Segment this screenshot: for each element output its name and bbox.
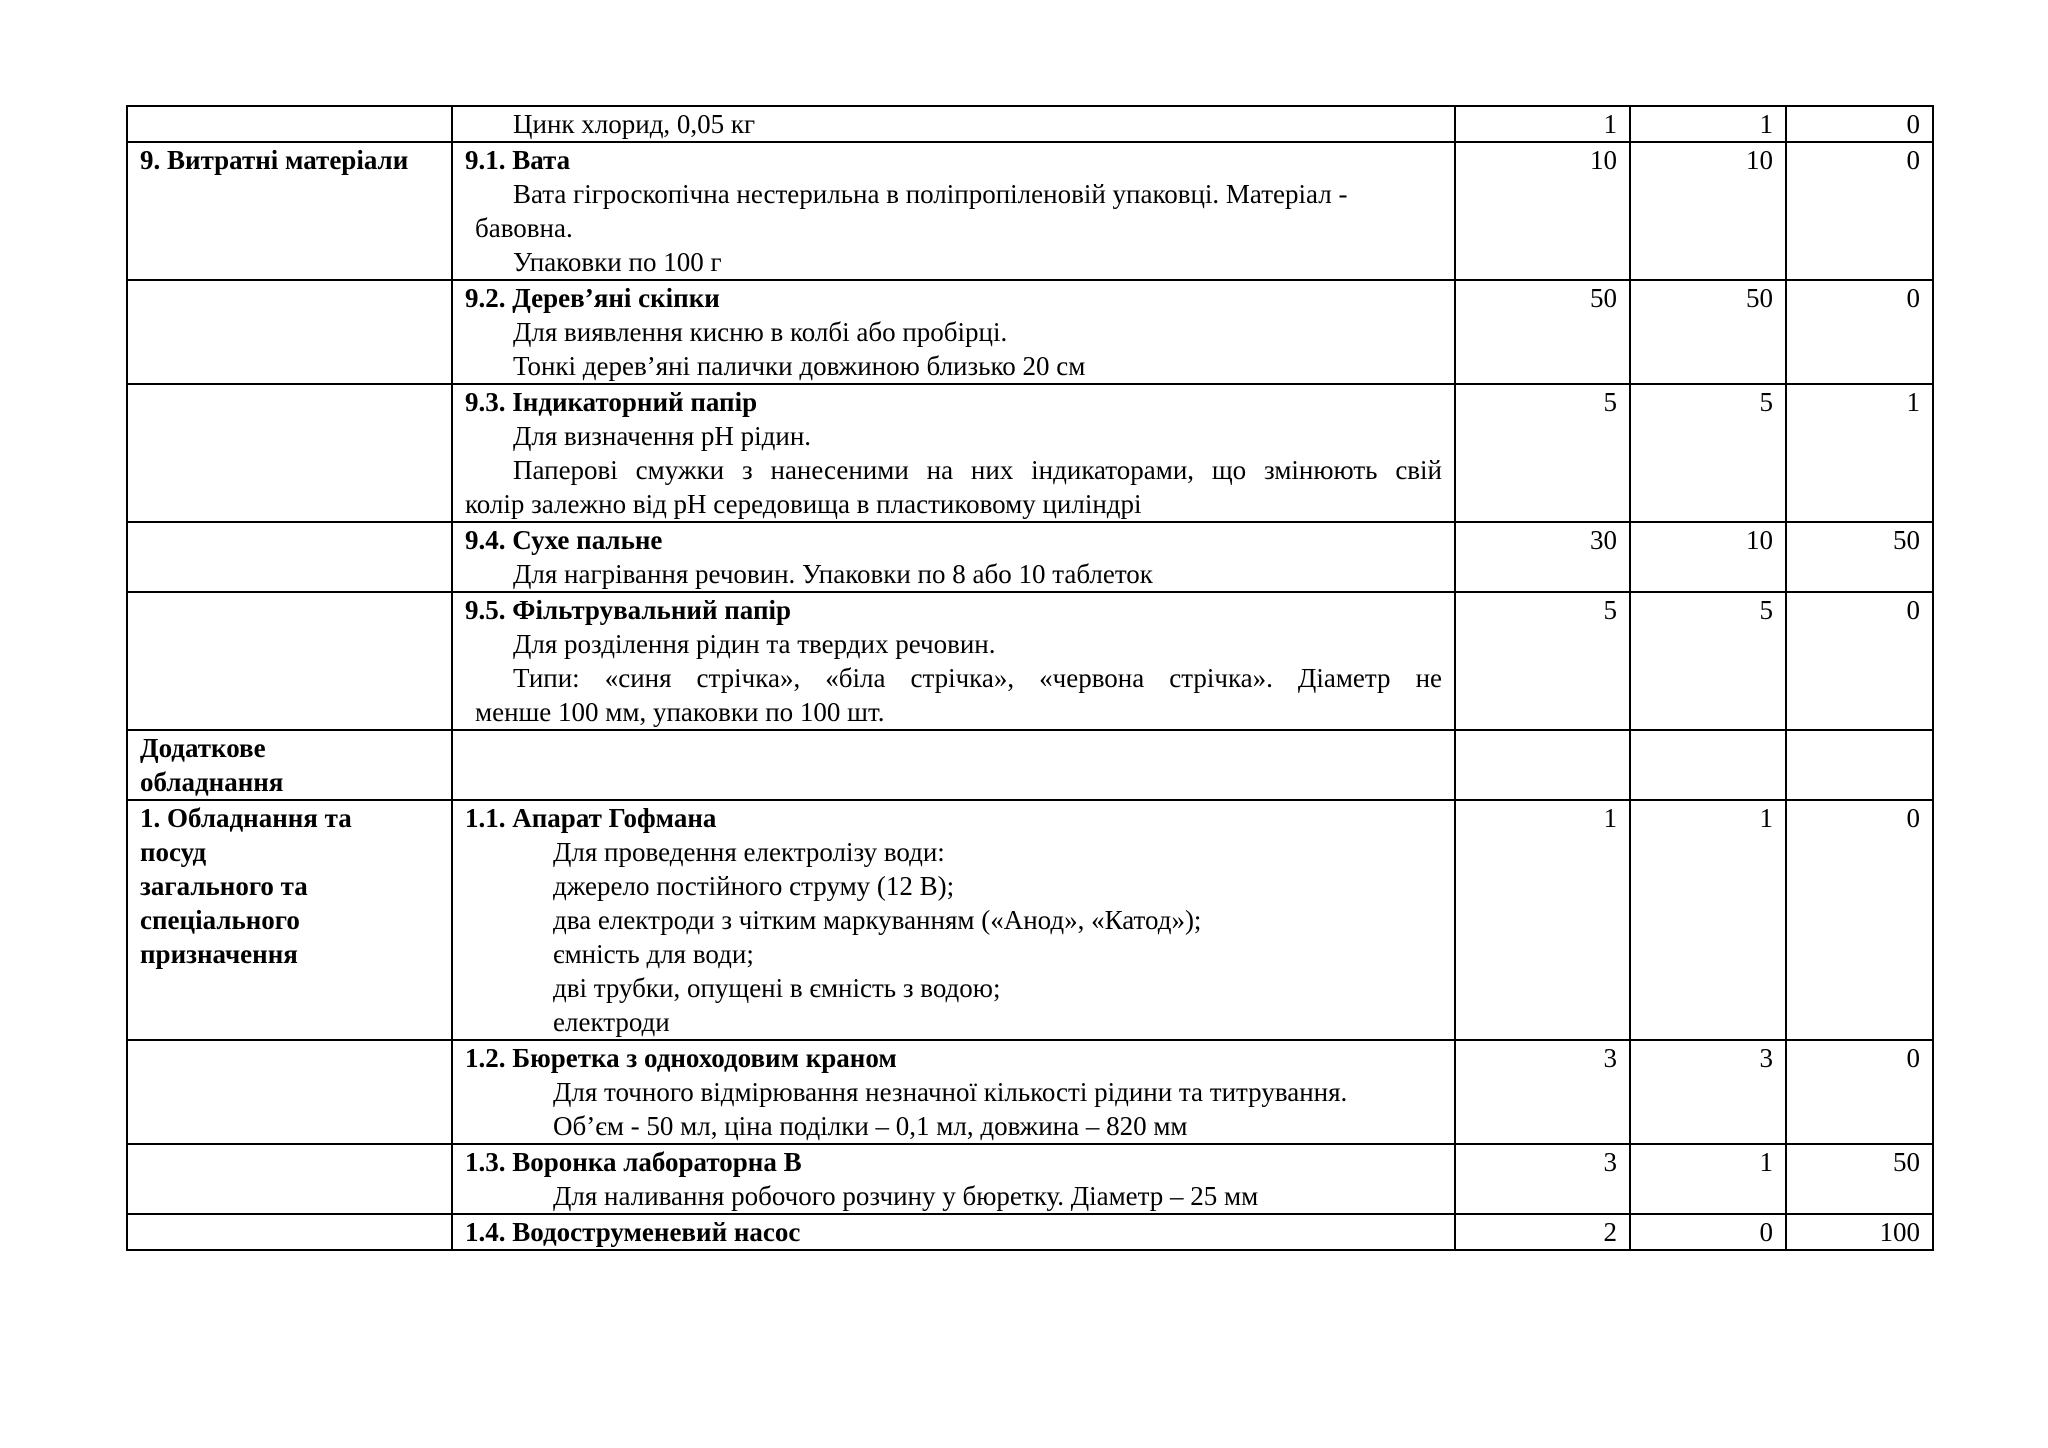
- category-line: обладнання: [140, 767, 284, 797]
- table-row: [127, 1214, 1933, 1250]
- quantity-cell: 0: [1786, 142, 1933, 280]
- description-cell: [452, 522, 1455, 592]
- quantity-cell: 100: [1786, 1214, 1933, 1250]
- description-cell: [452, 730, 1455, 800]
- quantity-cell: 50: [1786, 1144, 1933, 1214]
- item-title: 1.4. Водоструменевий насос: [465, 1217, 801, 1247]
- description-line: Для наливання робочого розчину у бюретку. Діаметр – 25 мм: [553, 1181, 1259, 1211]
- category-line: спеціального: [140, 905, 300, 935]
- quantity-cell: 50: [1630, 280, 1786, 384]
- description-cell: [452, 1040, 1455, 1144]
- description-cell: [452, 1144, 1455, 1214]
- quantity-cell: 1: [1630, 1144, 1786, 1214]
- table-row: [127, 384, 1933, 522]
- item-title: 9.1. Вата: [465, 145, 571, 175]
- table-row: [127, 592, 1933, 730]
- quantity-cell: 2: [1455, 1214, 1630, 1250]
- item-title: 1.3. Воронка лабораторна В: [465, 1147, 802, 1177]
- description-cell: [452, 1214, 1455, 1250]
- item-title: 9.3. Індикаторний папір: [465, 387, 758, 417]
- category-line: 1. Обладнання та: [140, 803, 352, 833]
- description-cell: [452, 280, 1455, 384]
- table-row: [127, 800, 1933, 1040]
- description-line: два електроди з чітким маркуванням («Анод», «Катод»);: [553, 905, 1202, 935]
- category-cell: 9. Витратні матеріали: [127, 142, 452, 280]
- description-cell: [452, 592, 1455, 730]
- category-cell: [127, 1144, 452, 1214]
- table-row: [127, 106, 1933, 142]
- quantity-cell: [1455, 730, 1630, 800]
- category-cell: [127, 1214, 452, 1250]
- description-line: менше 100 мм, упаковки по 100 шт.: [475, 697, 885, 727]
- description-line: Для розділення рідин та твердих речовин.: [513, 629, 996, 659]
- quantity-cell: 0: [1786, 280, 1933, 384]
- quantity-cell: 5: [1630, 592, 1786, 730]
- quantity-cell: 0: [1630, 1214, 1786, 1250]
- quantity-cell: 5: [1455, 384, 1630, 522]
- description-line: Для визначення рН рідин.: [513, 421, 812, 451]
- description-line: бавовна.: [475, 213, 573, 243]
- category-line: посуд: [140, 837, 207, 867]
- quantity-cell: 0: [1786, 800, 1933, 1040]
- description-cell: [452, 106, 1455, 142]
- quantity-cell: [1786, 730, 1933, 800]
- item-title: 1.2. Бюретка з одноходовим краном: [465, 1043, 897, 1073]
- table-row: [127, 522, 1933, 592]
- description-line: Для нагрівання речовин. Упаковки по 8 або 10 таблеток: [513, 559, 1153, 589]
- quantity-cell: 1: [1630, 800, 1786, 1040]
- description-cell: [452, 142, 1455, 280]
- quantity-cell: 1: [1455, 106, 1630, 142]
- description-line: дві трубки, опущені в ємність з водою;: [553, 973, 1001, 1003]
- description-line: Паперові смужки з нанесеними на них індикаторами, що змінюють свій: [513, 455, 1442, 485]
- quantity-cell: [1630, 730, 1786, 800]
- description-line: Для проведення електролізу води:: [553, 837, 945, 867]
- description-cell: [452, 800, 1455, 1040]
- table-row: [127, 142, 1933, 280]
- description-line: електроди: [553, 1007, 670, 1037]
- description-line: Для точного відмірювання незначної кількості рідини та титрування.: [553, 1077, 1348, 1107]
- category-cell: [127, 800, 452, 1040]
- description-line: Типи: «синя стрічка», «біла стрічка», «червона стрічка». Діаметр не: [513, 663, 1442, 693]
- description-line: джерело постійного струму (12 В);: [553, 871, 955, 901]
- quantity-cell: 1: [1455, 800, 1630, 1040]
- table-row: [127, 730, 1933, 800]
- description-line: Тонкі дерев’яні палички довжиною близько 20 см: [513, 351, 1086, 381]
- quantity-cell: 3: [1455, 1040, 1630, 1144]
- description-line: ємність для води;: [553, 939, 754, 969]
- quantity-cell: 1: [1630, 106, 1786, 142]
- category-cell: [127, 106, 452, 142]
- quantity-cell: 3: [1630, 1040, 1786, 1144]
- description-line: Вата гігроскопічна нестерильна в поліпропіленовій упаковці. Матеріал -: [513, 179, 1348, 209]
- item-title: 9.2. Дерев’яні скіпки: [465, 283, 720, 313]
- category-line: загального та: [140, 871, 308, 901]
- item-title: 9.4. Сухе пальне: [465, 525, 663, 555]
- description-line: Для виявлення кисню в колбі або пробірці.: [513, 317, 1008, 347]
- quantity-cell: 0: [1786, 1040, 1933, 1144]
- quantity-cell: 1: [1786, 384, 1933, 522]
- quantity-cell: 50: [1455, 280, 1630, 384]
- quantity-cell: 30: [1455, 522, 1630, 592]
- category-cell: [127, 280, 452, 384]
- quantity-cell: 3: [1455, 1144, 1630, 1214]
- description-line: Упаковки по 100 г: [513, 247, 722, 277]
- category-cell: [127, 592, 452, 730]
- equipment-table: [126, 105, 1934, 1251]
- description-line: Цинк хлорид, 0,05 кг: [513, 109, 756, 139]
- quantity-cell: 10: [1630, 522, 1786, 592]
- item-title: 1.1. Апарат Гофмана: [465, 803, 717, 833]
- table-row: [127, 1144, 1933, 1214]
- description-line: колір залежно від рН середовища в пластиковому циліндрі: [465, 489, 1142, 519]
- item-title: 9.5. Фільтрувальний папір: [465, 595, 792, 625]
- category-line: призначення: [140, 939, 298, 969]
- quantity-cell: 5: [1630, 384, 1786, 522]
- quantity-cell: 10: [1455, 142, 1630, 280]
- quantity-cell: 5: [1455, 592, 1630, 730]
- description-cell: [452, 384, 1455, 522]
- table-row: [127, 280, 1933, 384]
- table-row: [127, 1040, 1933, 1144]
- quantity-cell: 0: [1786, 592, 1933, 730]
- quantity-cell: 0: [1786, 106, 1933, 142]
- quantity-cell: 50: [1786, 522, 1933, 592]
- category-cell: [127, 1040, 452, 1144]
- category-cell: [127, 522, 452, 592]
- category-cell: [127, 384, 452, 522]
- category-cell: [127, 730, 452, 800]
- category-line: Додаткове: [140, 733, 266, 763]
- quantity-cell: 10: [1630, 142, 1786, 280]
- description-line: Об’єм - 50 мл, ціна поділки – 0,1 мл, довжина – 820 мм: [553, 1111, 1188, 1141]
